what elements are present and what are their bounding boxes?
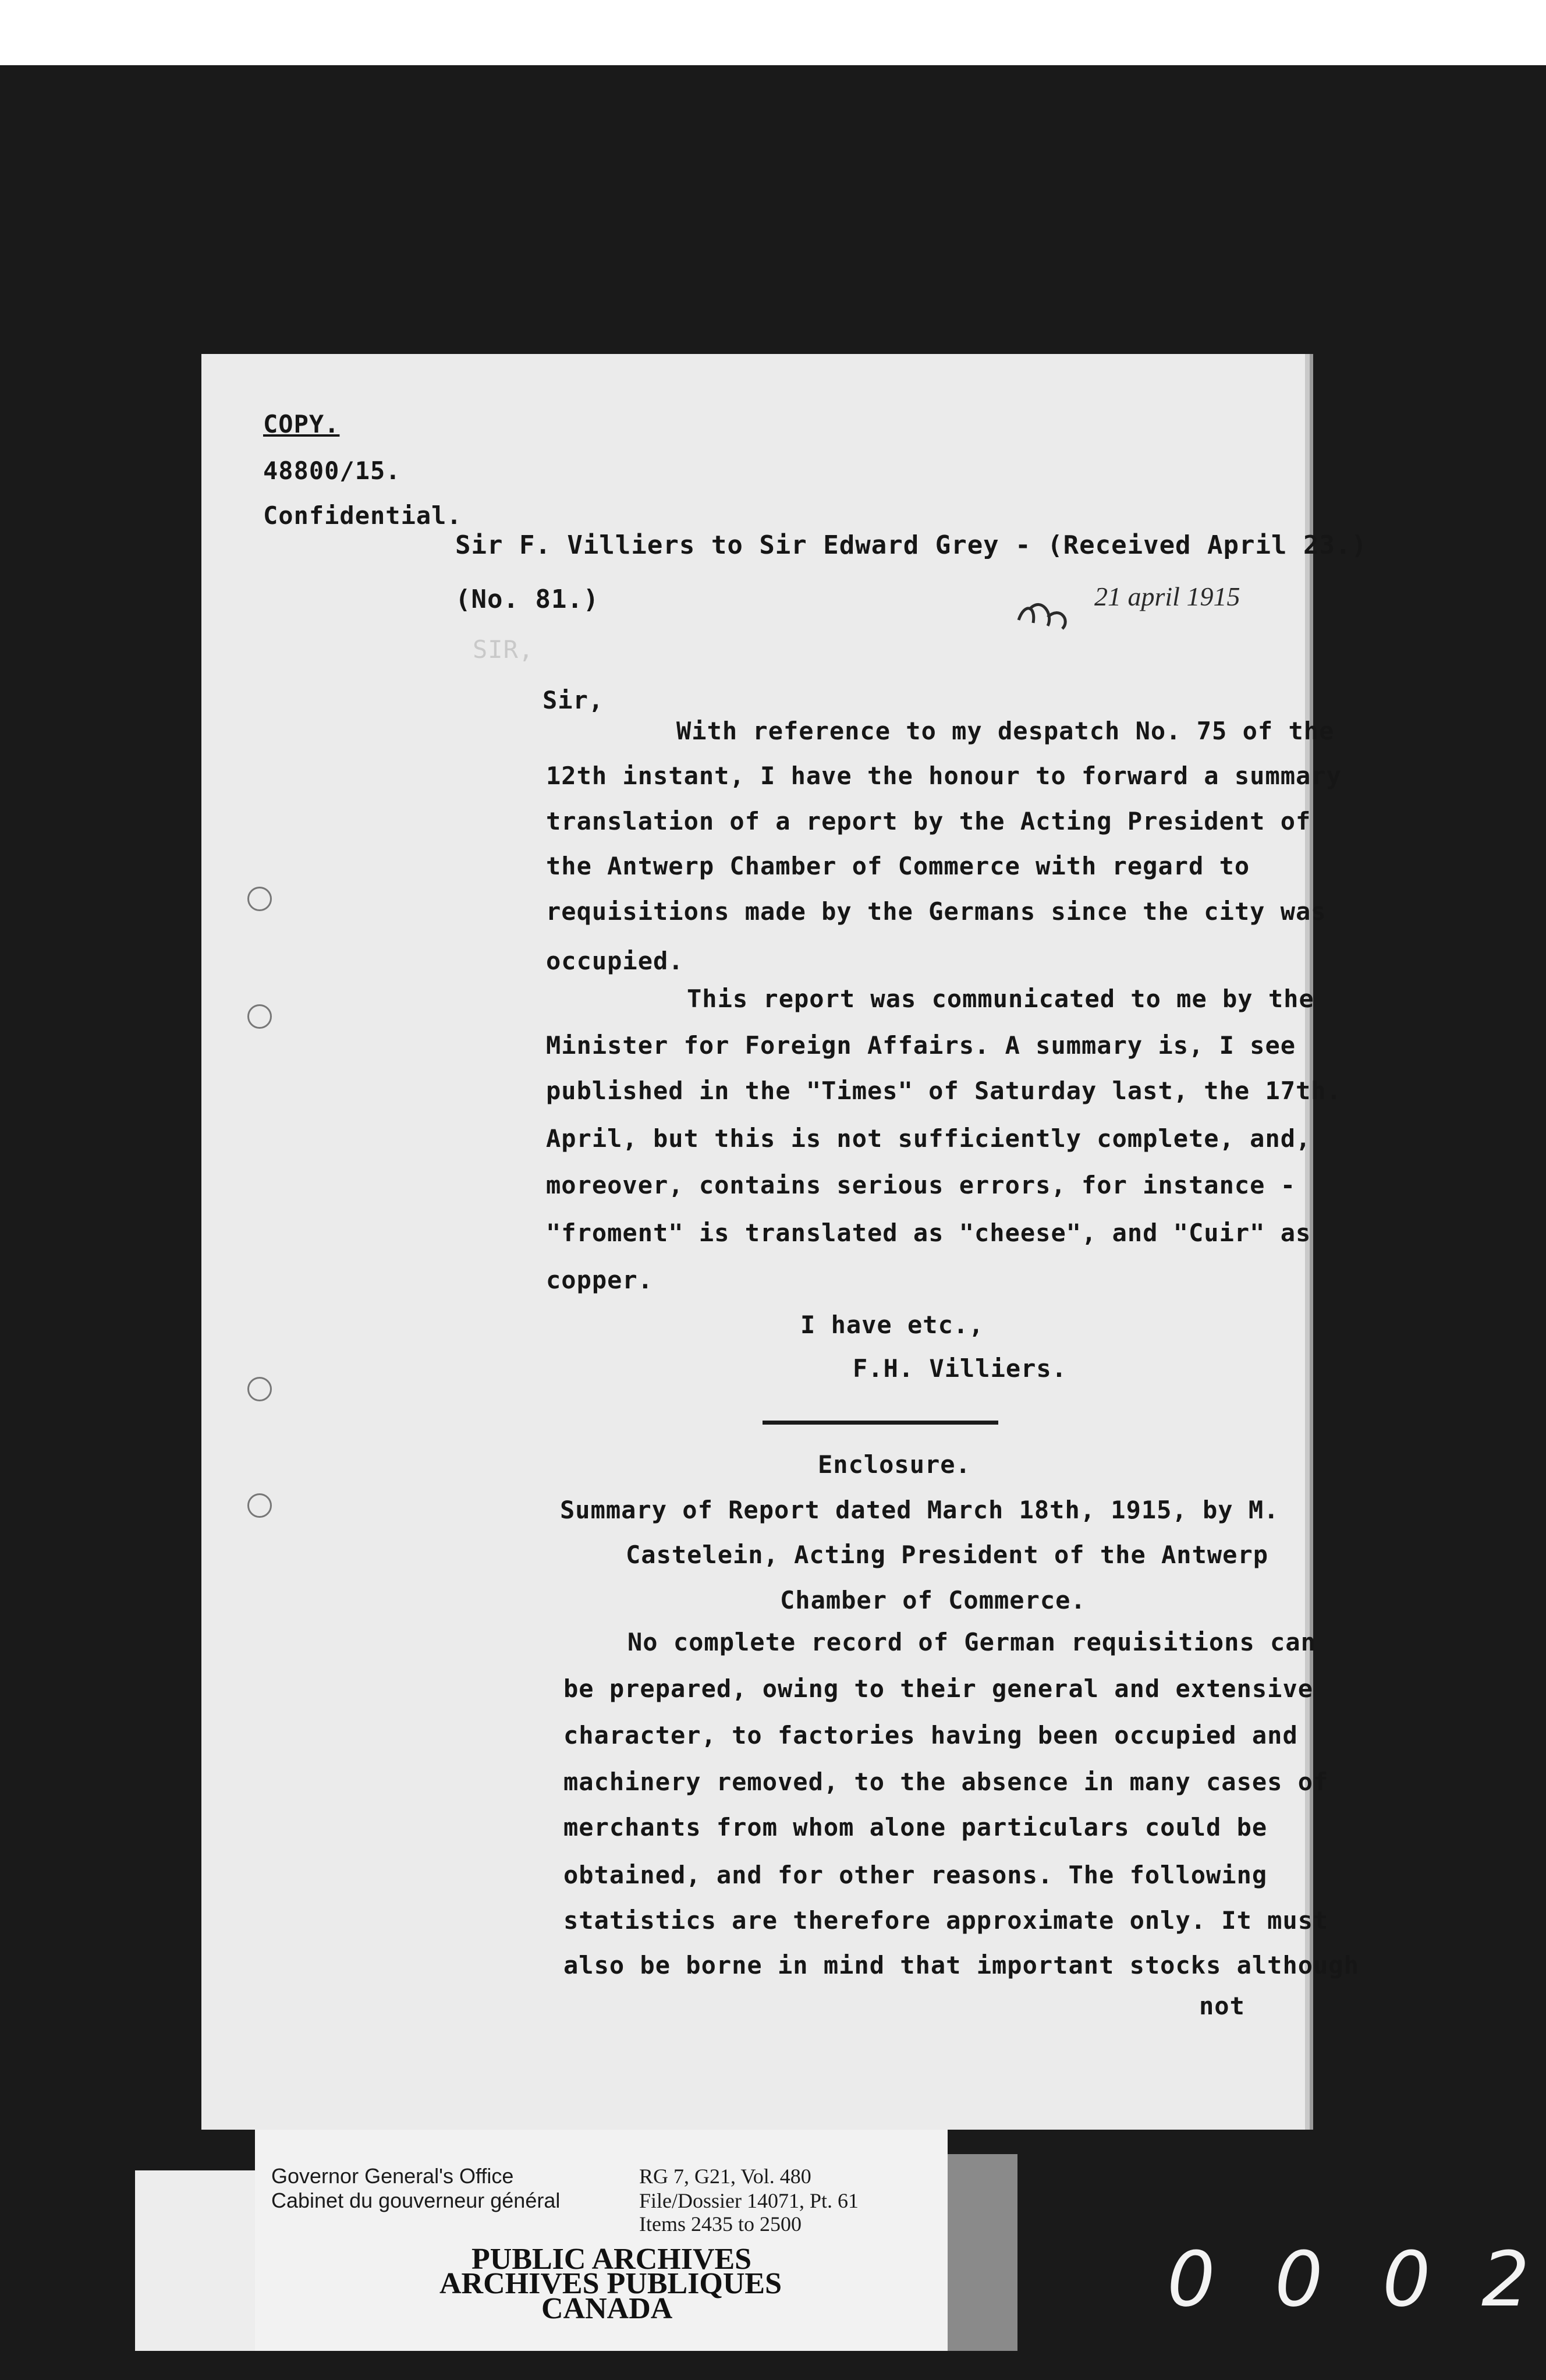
letter-line: moreover, contains serious errors, for instance - [546,1171,1296,1199]
despatch-number: (No. 81.) [455,585,600,614]
copy-mark: COPY. [263,410,340,438]
record-group: RG 7, G21, Vol. 480 [639,2165,811,2188]
letter-line: copper. [546,1266,654,1294]
letter-line: With reference to my despatch No. 75 of the [676,717,1335,745]
film-top-margin [0,0,1546,65]
despatch-heading: Sir F. Villiers to Sir Edward Grey - (Received April 23.) [455,530,1367,560]
enclosure-line: merchants from whom alone particulars could be [563,1813,1268,1841]
archives-en: PUBLIC ARCHIVES [471,2243,752,2276]
salutation: Sir, [542,686,604,714]
handwritten-date: 21 april 1915 [1094,582,1240,611]
items-range: Items 2435 to 2500 [639,2212,802,2236]
letter-line: Minister for Foreign Affairs. A summary is, I see [546,1031,1296,1060]
enclosure-heading-line: Castelein, Acting President of the Antwerp [626,1540,1269,1569]
signature: F.H. Villiers. [853,1354,1068,1383]
file-number: File/Dossier 14071, Pt. 61 [639,2189,859,2212]
letter-line: occupied. [546,947,684,975]
letter-line: published in the "Times" of Saturday last, the 17th. [546,1076,1342,1105]
enclosure-heading-line: Summary of Report dated March 18th, 1915, by M. [560,1496,1279,1524]
archives-fr: ARCHIVES PUBLIQUES [439,2267,782,2300]
letter-line: April, but this is not sufficiently complete, and, [546,1124,1311,1153]
label-backing [948,2154,1017,2351]
enclosure-line: No complete record of German requisitions can [627,1628,1316,1656]
letter-line: 12th instant, I have the honour to forward a summary [546,762,1342,790]
letter-line: requisitions made by the Germans since the city was [546,897,1327,926]
section-rule [763,1421,998,1425]
closing: I have etc., [800,1311,984,1339]
office-en: Governor General's Office [271,2164,514,2188]
enclosure-line: obtained, and for other reasons. The following [563,1861,1268,1889]
classification: Confidential. [263,501,462,530]
frame-digit: 0 [1167,2235,1215,2324]
punch-hole [247,1377,272,1401]
enclosure-line: be prepared, owing to their general and extensive [563,1674,1314,1703]
label-backing [135,2170,255,2351]
letter-line: "froment" is translated as "cheese", and "Cuir" as [546,1219,1311,1247]
enclosure-heading-line: Chamber of Commerce. [780,1586,1086,1614]
handwritten-annotation [1013,573,1315,638]
frame-digit: 2 [1481,2235,1530,2324]
archives-country: CANADA [541,2292,673,2325]
enclosure-line: character, to factories having been occupied and [563,1721,1298,1749]
office-fr: Cabinet du gouverneur général [271,2188,561,2212]
punch-hole [247,887,272,911]
letter-line: This report was communicated to me by the [687,984,1314,1013]
enclosure-title: Enclosure. [818,1450,971,1479]
letter-line: translation of a report by the Acting President of [546,807,1311,835]
frame-digit: 0 [1275,2235,1323,2324]
punch-hole [247,1004,272,1029]
letter-line: the Antwerp Chamber of Commerce with regard to [546,852,1250,880]
faint-salutation: SIR, [473,635,534,664]
catchword: not [1199,1992,1245,2020]
enclosure-line: also be borne in mind that important stocks although [563,1951,1359,1979]
enclosure-line: statistics are therefore approximate only. It must [563,1906,1329,1935]
enclosure-line: machinery removed, to the absence in many cases of [563,1768,1329,1796]
punch-hole [247,1493,272,1518]
frame-digit: 0 [1382,2235,1431,2324]
reference-number: 48800/15. [263,456,401,485]
